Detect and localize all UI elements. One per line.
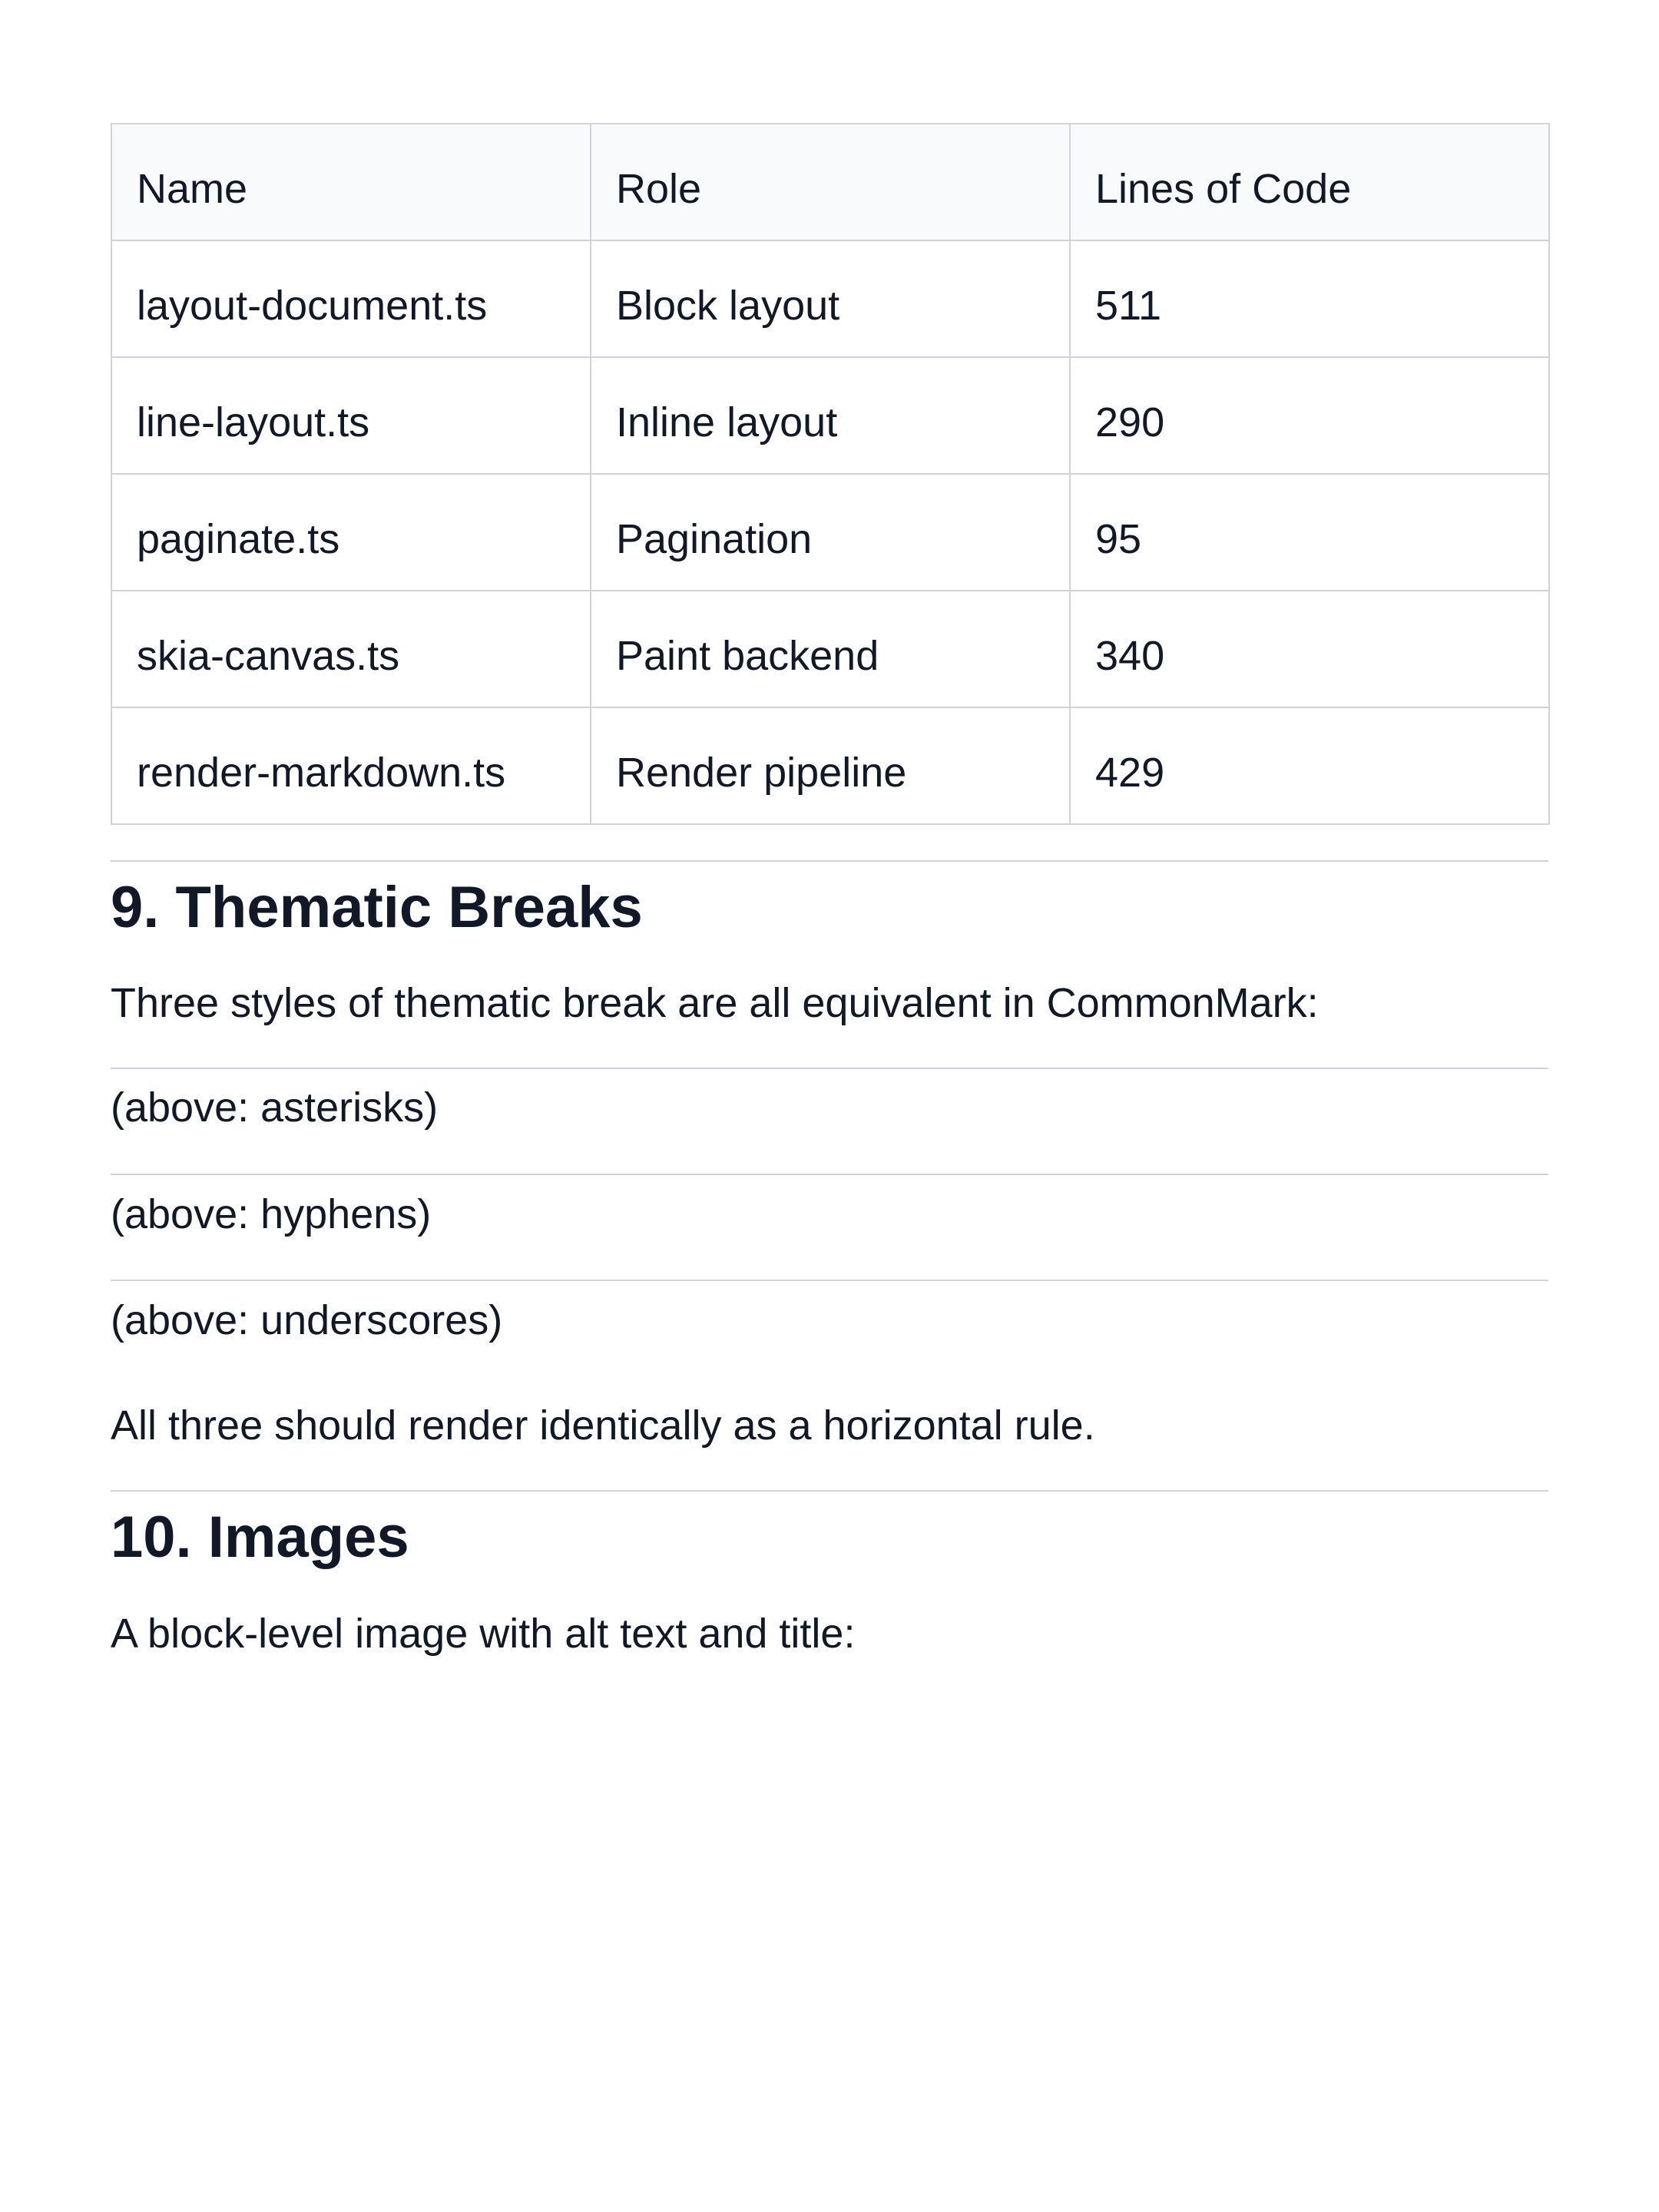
section-divider xyxy=(111,860,1548,862)
paragraph-thematic-conclusion: All three should render identically as a horizontal rule. xyxy=(111,1402,1095,1449)
thematic-break-underscores xyxy=(111,1280,1548,1281)
cell-role: Block layout xyxy=(591,240,1070,357)
paragraph-note-hyphens: (above: hyphens) xyxy=(111,1191,432,1237)
source-files-table xyxy=(111,123,1550,825)
paragraph-note-asterisks: (above: asterisks) xyxy=(111,1084,439,1131)
table-row xyxy=(111,707,1549,824)
cell-role: Pagination xyxy=(591,474,1070,591)
heading-thematic-breaks: 9. Thematic Breaks xyxy=(111,875,643,940)
cell-name: render-markdown.ts xyxy=(111,707,591,824)
cell-lines-of-code: 511 xyxy=(1070,240,1549,357)
cell-role: Render pipeline xyxy=(591,707,1070,824)
cell-lines-of-code: 429 xyxy=(1070,707,1549,824)
thematic-break-hyphens xyxy=(111,1174,1548,1175)
cell-lines-of-code: 340 xyxy=(1070,591,1549,707)
cell-lines-of-code: 290 xyxy=(1070,357,1549,474)
heading-images: 10. Images xyxy=(111,1505,409,1570)
paragraph-note-underscores: (above: underscores) xyxy=(111,1297,503,1343)
table-row xyxy=(111,240,1549,357)
column-header-role: Role xyxy=(591,124,1070,240)
paragraph-images-intro: A block-level image with alt text and title: xyxy=(111,1611,856,1657)
cell-name: line-layout.ts xyxy=(111,357,591,474)
cell-role: Paint backend xyxy=(591,591,1070,707)
section-divider xyxy=(111,1490,1548,1492)
thematic-break-asterisks xyxy=(111,1068,1548,1069)
table-row xyxy=(111,474,1549,591)
column-header-name: Name xyxy=(111,124,591,240)
paragraph-thematic-intro: Three styles of thematic break are all equivalent in CommonMark: xyxy=(111,980,1319,1026)
cell-lines-of-code: 95 xyxy=(1070,474,1549,591)
cell-name: skia-canvas.ts xyxy=(111,591,591,707)
cell-name: paginate.ts xyxy=(111,474,591,591)
cell-role: Inline layout xyxy=(591,357,1070,474)
table-header-row xyxy=(111,124,1549,240)
column-header-lines-of-code: Lines of Code xyxy=(1070,124,1549,240)
table-row xyxy=(111,591,1549,707)
table-row xyxy=(111,357,1549,474)
cell-name: layout-document.ts xyxy=(111,240,591,357)
